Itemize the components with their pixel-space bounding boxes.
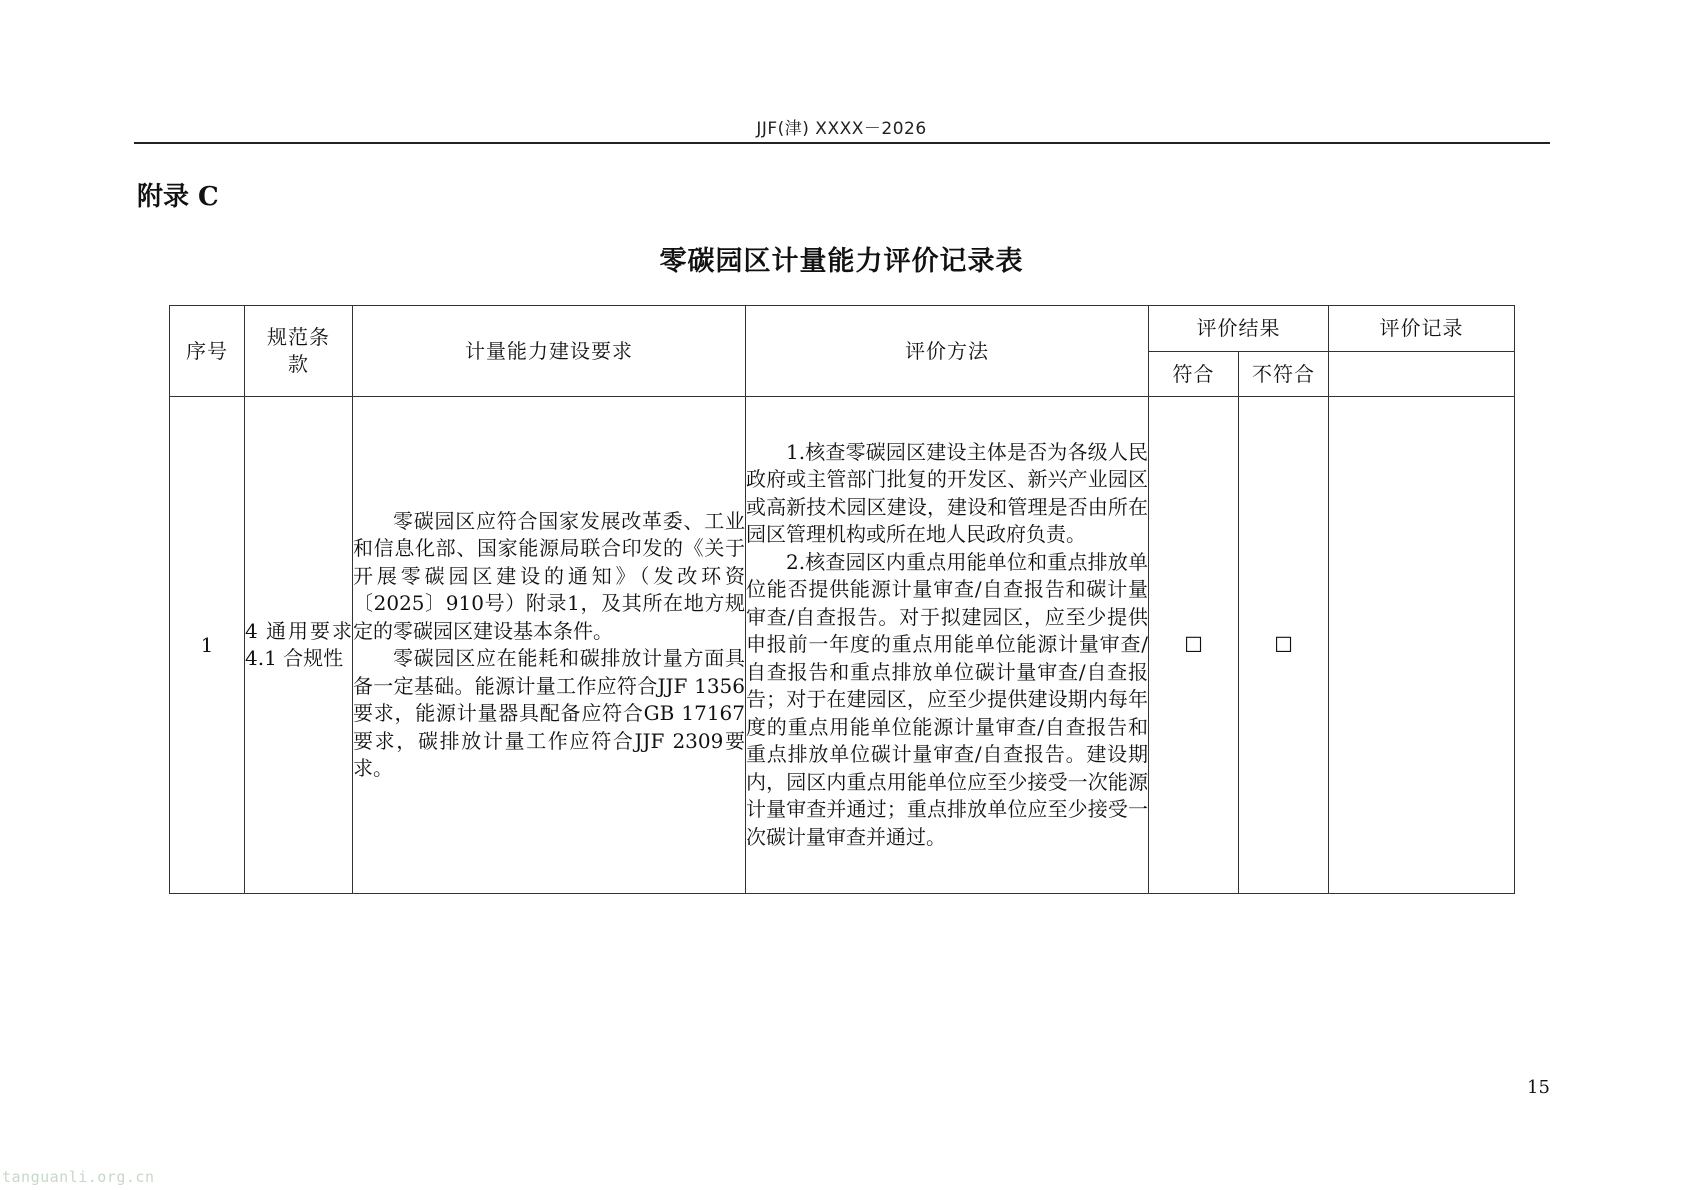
col-header-clause: 规范条款 xyxy=(245,306,353,397)
requirement-paragraph-1: 零碳园区应符合国家发展改革委、工业和信息化部、国家能源局联合印发的《关于开展零碳园区建设的通知》（发改环资〔2025〕910号）附录1，及其所在地方规定的零碳园区建设基本条件。 xyxy=(353,508,745,643)
header-rule xyxy=(134,142,1550,144)
running-header: JJF(津) XXXX－2026 xyxy=(756,119,927,139)
col-header-conform: 符合 xyxy=(1149,352,1239,397)
row-requirement xyxy=(353,397,746,894)
col-header-result: 评价结果 xyxy=(1149,306,1329,352)
row-clause: 4 通用要求 4.1 合规性 xyxy=(245,397,353,894)
row-method xyxy=(746,397,1149,894)
method-paragraph-2: 2.核查园区内重点用能单位和重点排放单位能否提供能源计量审查/自查报告和碳计量审查/自查报告。对于拟建园区，应至少提供申报前一年度的重点用能单位能源计量审查/自查报告和重点排放单位碳计量审查/自查报告；对于在建园区，应至少提供建设期内每年度的重点用能单位能源计量审查/自查报告和重点排放单位碳计量审查/自查报告。建设期内，园区内重点用能单位应至少接受一次能源计量审查并通过；重点排放单位应至少接受一次碳计量审查并通过。 xyxy=(746,549,1148,849)
col-header-requirement: 计量能力建设要求 xyxy=(353,306,746,397)
nonconform-checkbox[interactable]: ☐ xyxy=(1239,397,1329,894)
requirement-paragraph-2: 零碳园区应在能耗和碳排放计量方面具备一定基础。能源计量工作应符合JJF 1356要求，能源计量器具配备应符合GB 17167要求，碳排放计量工作应符合JJF 2309要求。 xyxy=(353,646,745,780)
document-title: 零碳园区计量能力评价记录表 xyxy=(659,246,1024,277)
col-header-record-blank xyxy=(1329,352,1515,397)
conform-checkbox[interactable]: ☐ xyxy=(1149,397,1239,894)
method-paragraph-1: 1.核查零碳园区建设主体是否为各级人民政府或主管部门批复的开发区、新兴产业园区或高新技术园区建设，建设和管理是否由所在园区管理机构或所在地人民政府负责。 xyxy=(746,439,1148,547)
row-seq: 1 xyxy=(170,397,245,894)
col-header-seq: 序号 xyxy=(170,306,245,397)
watermark-text: tanguanli.org.cn xyxy=(2,1168,155,1186)
appendix-label: 附录 C xyxy=(137,182,219,212)
page-number: 15 xyxy=(1527,1077,1550,1098)
evaluation-record-table xyxy=(169,305,1515,894)
col-header-nonconform: 不符合 xyxy=(1239,352,1329,397)
col-header-method: 评价方法 xyxy=(746,306,1149,397)
table-row xyxy=(170,397,1515,894)
col-header-record: 评价记录 xyxy=(1329,306,1515,352)
row-record[interactable] xyxy=(1329,397,1515,894)
